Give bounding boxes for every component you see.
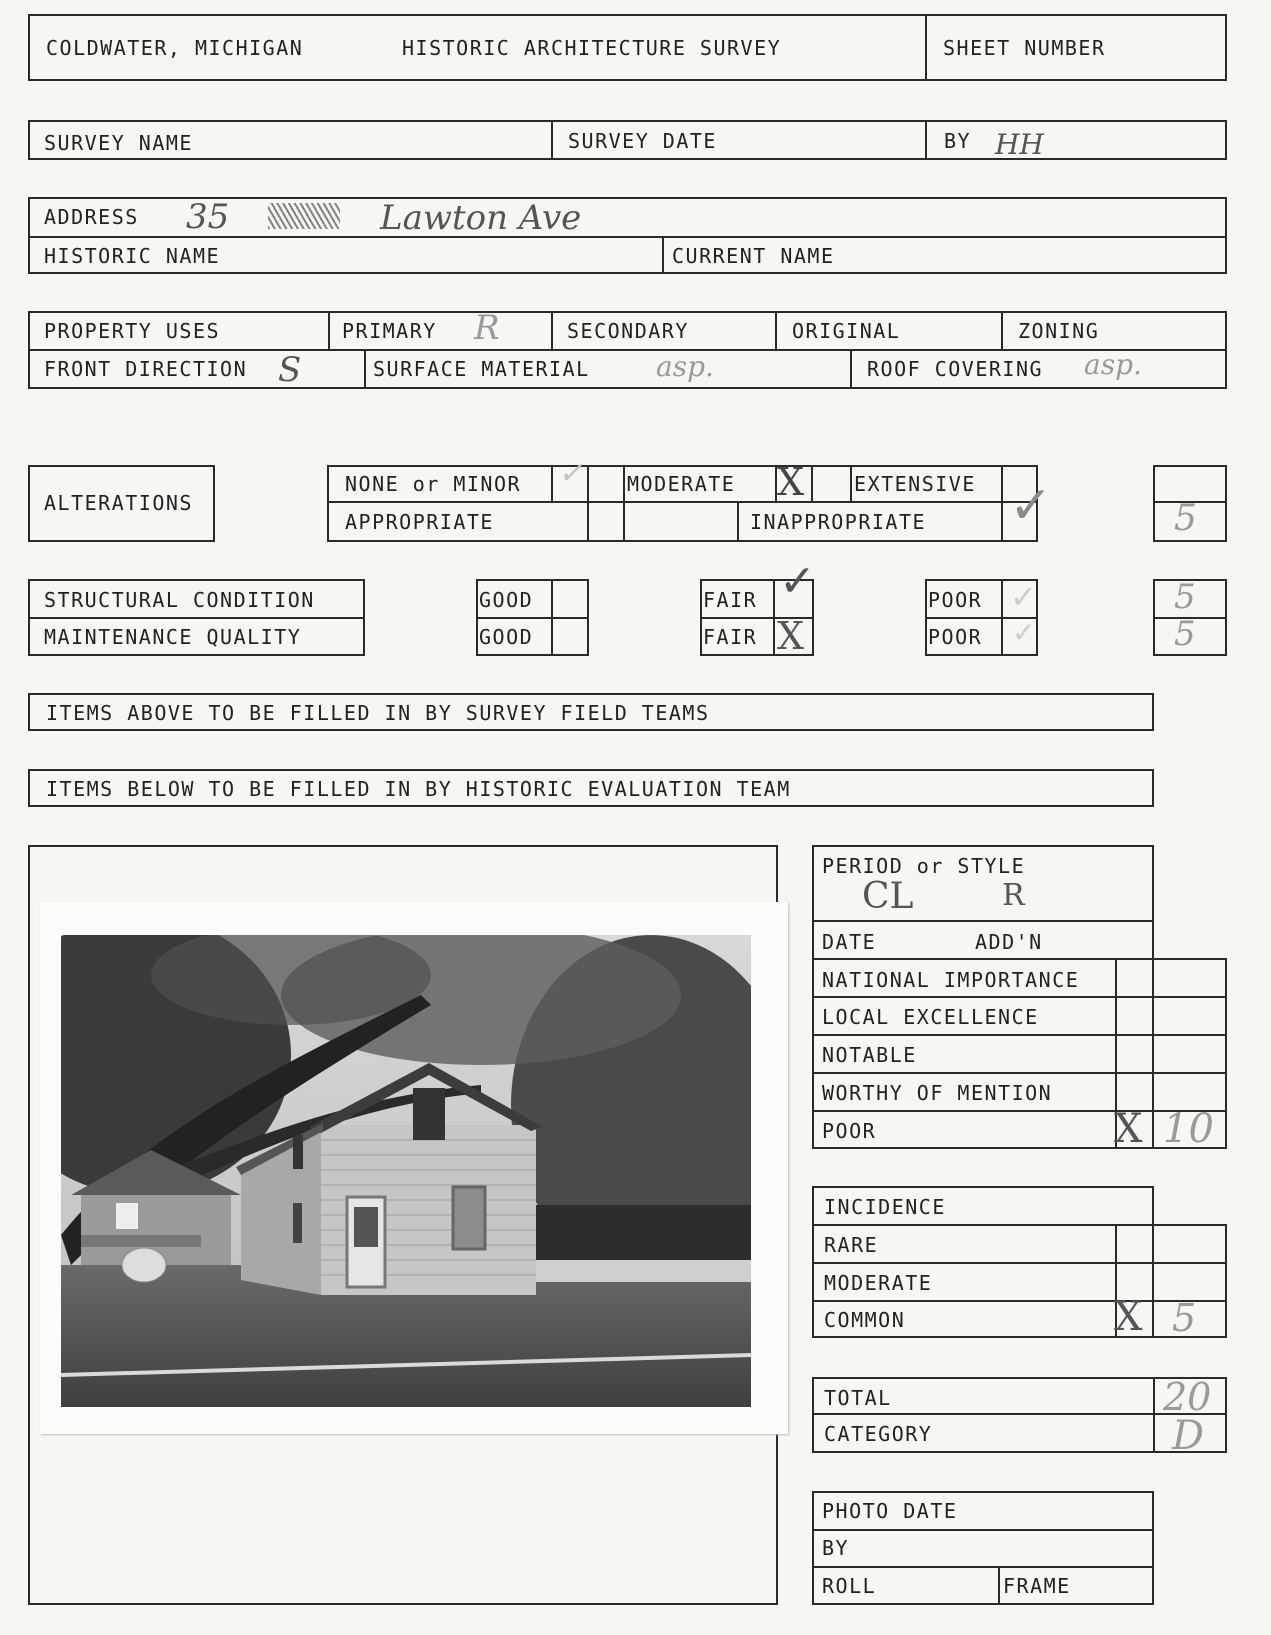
eval-div-3 (812, 1034, 1227, 1036)
survey-title: HISTORIC ARCHITECTURE SURVEY (402, 36, 782, 60)
poor-divider-v (1001, 579, 1003, 656)
period-value-1: CL (862, 876, 914, 917)
good-divider-v (551, 579, 553, 656)
eval-div-2 (812, 996, 1227, 998)
survey-divider-1 (551, 120, 553, 160)
inc-score-col (1225, 1224, 1227, 1338)
roll-label: ROLL (822, 1574, 877, 1598)
inc-div-4 (812, 1336, 1227, 1338)
good-divider-h (476, 617, 589, 619)
eval-row-label: POOR (822, 1119, 877, 1143)
incidence-label: INCIDENCE (824, 1195, 946, 1219)
property-divider-2 (551, 311, 553, 349)
inappropriate-mark: ✓ (1009, 476, 1053, 536)
poor-erased-check-2: ✓ (1012, 616, 1036, 649)
eval-poor-mark: X (1114, 1106, 1143, 1152)
survey-date-label: SURVEY DATE (568, 129, 717, 153)
house-photo-image (61, 935, 751, 1407)
total-label: TOTAL (824, 1386, 892, 1410)
survey-divider-2 (925, 120, 927, 160)
none-minor-check: ✓ (558, 456, 584, 491)
inc-div-3 (812, 1300, 1227, 1302)
fair-divider-v (773, 579, 775, 656)
none-minor-label: NONE or MINOR (345, 472, 522, 496)
category-value: D (1172, 1413, 1205, 1459)
inc-div-1 (812, 1224, 1227, 1226)
house-photo (61, 935, 751, 1407)
structural-fair-label: FAIR (703, 588, 758, 612)
alterations-divider-h (327, 501, 1038, 503)
period-value-2: R (1002, 878, 1025, 913)
eval-div-4 (812, 1072, 1227, 1074)
alterations-score: 5 (1174, 498, 1197, 539)
photo-date-label: PHOTO DATE (822, 1499, 958, 1523)
extensive-label: EXTENSIVE (854, 472, 976, 496)
secondary-label: SECONDARY (567, 319, 689, 343)
front-direction-label: FRONT DIRECTION (44, 357, 248, 381)
historic-name-label: HISTORIC NAME (44, 244, 221, 268)
maintenance-poor-label: POOR (928, 625, 983, 649)
header-divider (925, 14, 927, 81)
primary-value: R (474, 308, 500, 348)
moderate-label: MODERATE (627, 472, 736, 496)
surface-material-value: asp. (656, 350, 714, 383)
maintenance-good-label: GOOD (479, 625, 534, 649)
eval-div-1 (812, 958, 1227, 960)
alt-div-3 (623, 465, 625, 542)
sheet-number-label: SHEET NUMBER (943, 36, 1106, 60)
original-label: ORIGINAL (792, 319, 901, 343)
maintenance-quality-label: MAINTENANCE QUALITY (44, 625, 302, 649)
frame-label: FRAME (1003, 1574, 1071, 1598)
scribble-mark (268, 203, 340, 229)
property-divider-5 (364, 349, 366, 389)
eval-div-date (812, 920, 1154, 922)
property-divider-6 (850, 349, 852, 389)
incidence-common-score: 5 (1172, 1296, 1197, 1340)
eval-row-label: WORTHY OF MENTION (822, 1081, 1053, 1105)
alt-div-8 (737, 501, 739, 542)
incidence-common-mark: X (1114, 1294, 1143, 1340)
city-label: COLDWATER, MICHIGAN (46, 36, 304, 60)
eval-date-label: DATE (822, 930, 877, 954)
incidence-row-label: COMMON (824, 1308, 906, 1332)
eval-poor-score: 10 (1163, 1106, 1214, 1152)
structural-score: 5 (1174, 577, 1196, 617)
structural-poor-label: POOR (928, 588, 983, 612)
address-divider-v (662, 236, 664, 274)
roof-covering-value: asp. (1084, 348, 1142, 381)
eval-row-label: LOCAL EXCELLENCE (822, 1005, 1039, 1029)
maintenance-score: 5 (1174, 614, 1196, 654)
photo-info-div-2 (812, 1566, 1154, 1568)
photo-info-div-1 (812, 1529, 1154, 1531)
zoning-label: ZONING (1018, 319, 1100, 343)
address-label: ADDRESS (44, 205, 139, 229)
photo-info-div-v (998, 1566, 1000, 1605)
address-street: Lawton Ave (380, 198, 582, 238)
survey-name-label: SURVEY NAME (44, 131, 193, 155)
inc-div-2 (812, 1262, 1227, 1264)
alt-div-6 (850, 465, 852, 501)
totals-divider-v (1153, 1377, 1155, 1453)
incidence-row-label: MODERATE (824, 1271, 933, 1295)
eval-score-col (1225, 958, 1227, 1148)
property-divider-h (28, 349, 1227, 351)
condition-label-divider (28, 617, 365, 619)
poor-erased-check-1: ✓ (1010, 578, 1037, 616)
surface-material-label: SURFACE MATERIAL (373, 357, 590, 381)
eval-addn-label: ADD'N (975, 930, 1043, 954)
total-value: 20 (1163, 1375, 1212, 1419)
address-number: 35 (186, 197, 230, 237)
front-direction-value: S (278, 350, 302, 390)
current-name-label: CURRENT NAME (672, 244, 835, 268)
structural-good-label: GOOD (479, 588, 534, 612)
category-label: CATEGORY (824, 1422, 933, 1446)
primary-label: PRIMARY (342, 319, 437, 343)
alt-div-7 (1001, 465, 1003, 542)
appropriate-label: APPROPRIATE (345, 510, 494, 534)
notes-below: ITEMS BELOW TO BE FILLED IN BY HISTORIC EVALUATION TEAM (46, 777, 791, 801)
survey-by-label: BY (944, 129, 972, 153)
inappropriate-label: INAPPROPRIATE (750, 510, 927, 534)
property-uses-label: PROPERTY USES (44, 319, 221, 343)
structural-mark: ✓ (779, 556, 816, 607)
alt-div-1 (551, 465, 553, 501)
eval-row-label: NOTABLE (822, 1043, 917, 1067)
eval-row-label: NATIONAL IMPORTANCE (822, 968, 1080, 992)
maintenance-fair-label: FAIR (703, 625, 758, 649)
period-label: PERIOD or STYLE (822, 854, 1026, 878)
alt-div-2 (587, 465, 589, 542)
property-divider-3 (775, 311, 777, 349)
roof-covering-label: ROOF COVERING (867, 357, 1044, 381)
structural-condition-label: STRUCTURAL CONDITION (44, 588, 315, 612)
photo-by-label: BY (822, 1536, 850, 1560)
alt-div-5 (811, 465, 813, 501)
property-divider-1 (328, 311, 330, 349)
survey-by-value: HH (995, 128, 1044, 161)
property-divider-4 (1001, 311, 1003, 349)
alterations-label: ALTERATIONS (44, 491, 193, 515)
incidence-row-label: RARE (824, 1233, 879, 1257)
maintenance-mark: X (777, 614, 805, 658)
moderate-mark: X (777, 460, 805, 504)
notes-above: ITEMS ABOVE TO BE FILLED IN BY SURVEY FIELD TEAMS (46, 701, 710, 725)
